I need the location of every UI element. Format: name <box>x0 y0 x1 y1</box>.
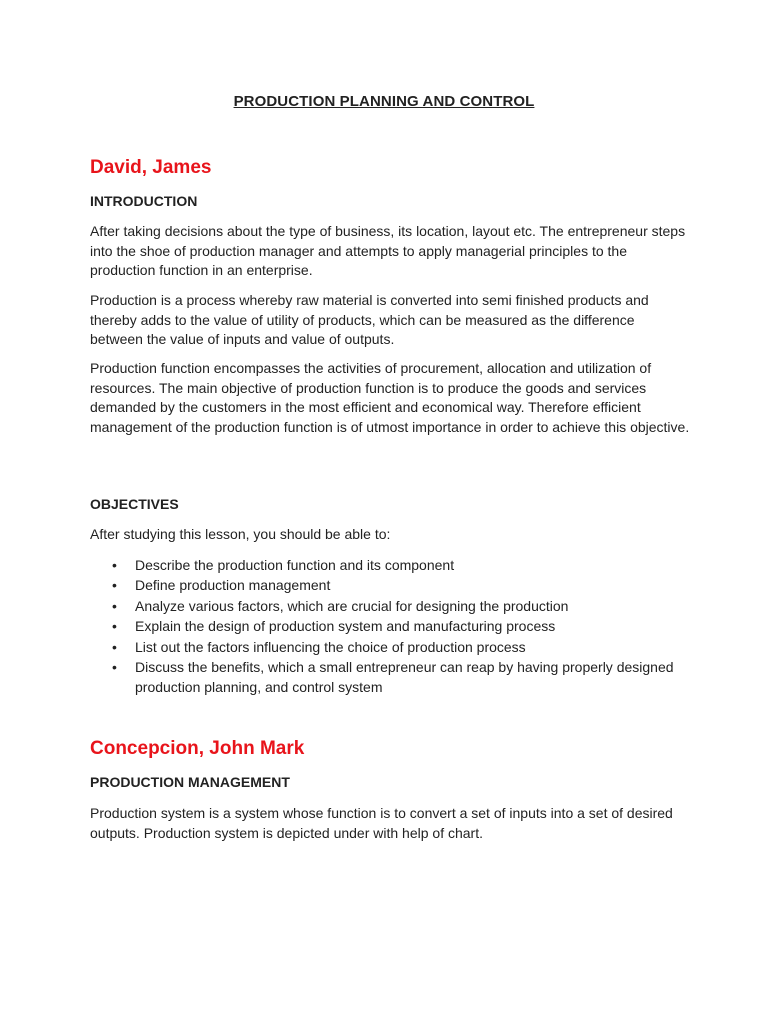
list-item <box>90 555 690 575</box>
author-name: Concepcion, John Mark <box>90 738 305 759</box>
list-item <box>90 637 690 657</box>
section-heading-production-management: PRODUCTION MANAGEMENT <box>90 774 290 790</box>
section-heading-objectives: OBJECTIVES <box>90 496 179 512</box>
list-item-text: Describe the production function and its component <box>135 557 455 573</box>
objectives-intro: After studying this lesson, you should be able to: <box>90 526 391 542</box>
paragraph: Production is a process whereby raw material is converted into semi finished products and thereby adds to the value of utility of products, which can be measured as the difference between the value of inputs and value of outputs. <box>90 292 649 347</box>
bullet-icon: • <box>112 577 117 594</box>
document-title: PRODUCTION PLANNING AND CONTROL <box>233 93 535 110</box>
list-item <box>90 596 690 616</box>
author-name: David, James <box>90 157 212 178</box>
list-item-text: Explain the design of production system and manufacturing process <box>135 618 556 635</box>
list-item <box>90 575 690 595</box>
list-item-text: Define production management <box>135 577 331 594</box>
objectives-list <box>90 555 690 698</box>
list-item <box>90 616 690 636</box>
paragraph: Production system is a system whose function is to convert a set of inputs into a set of desired outputs. Production system is depicted under with help of chart. <box>90 805 673 841</box>
paragraph: After taking decisions about the type of business, its location, layout etc. The entrepreneur steps into the shoe of production manager and attempts to apply managerial principles to the production function in an enterprise. <box>90 223 686 278</box>
bullet-icon: • <box>112 618 117 635</box>
list-item-text: Discuss the benefits, which a small entrepreneur can reap by having properly designed production planning, and control system <box>135 659 674 696</box>
bullet-icon: • <box>112 638 117 655</box>
bullet-icon: • <box>112 659 117 676</box>
paragraph: Production function encompasses the activities of procurement, allocation and utilization of resources. The main objective of production function is to produce the goods and services demanded by the customers in the most efficient and economical way. Therefore efficient management of the production function is of utmost importance in order to achieve this objective. <box>90 360 690 435</box>
list-item-text: List out the factors influencing the choice of production process <box>135 638 526 655</box>
section-heading-introduction: INTRODUCTION <box>90 193 198 209</box>
bullet-icon: • <box>112 597 117 614</box>
bullet-icon: • <box>112 557 117 573</box>
list-item-text: Analyze various factors, which are crucial for designing the production <box>135 597 569 614</box>
list-item <box>90 657 690 698</box>
